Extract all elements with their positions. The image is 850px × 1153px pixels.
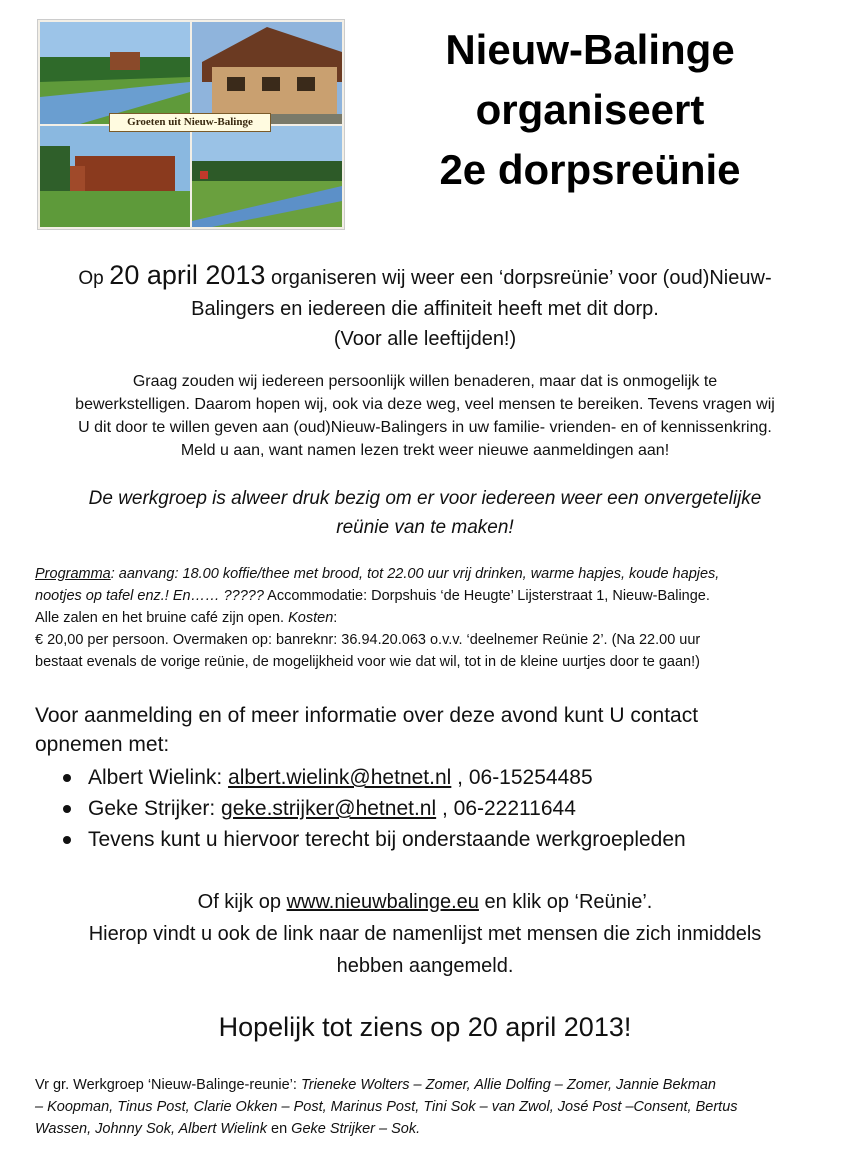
para-line: Meld u aan, want namen lezen trekt weer nieuwe aanmeldingen aan! [180, 442, 670, 459]
intro-line-2: Balingers en iedereen die affiniteit heeft met dit dorp. [191, 298, 659, 320]
intro-op: Op [78, 268, 104, 289]
message-line: reünie van te maken! [336, 517, 514, 538]
intro-rest: organiseren wij weer een ‘dorpsreünie’ voor (oud)Nieuw- [270, 267, 772, 289]
footer-names-2: – Koopman, Tinus Post, Clarie Okken – Post, Marinus Post, Tini Sok – van Zwol, José Post –Consent, Bertus [35, 1099, 738, 1115]
program-text-1: : aanvang: 18.00 koffie/thee met brood, tot 22.00 uur vrij drinken, warme hapjes, koude hapjes, [110, 566, 720, 582]
page-title [350, 20, 830, 200]
para-line: bewerkstelligen. Daarom hopen wij, ook via deze weg, veel mensen te bereiken. Tevens vragen wij [75, 396, 775, 413]
closing-line: Hopelijk tot ziens op 20 april 2013! [218, 1012, 632, 1042]
program-text-2b: Accommodatie: Dorpshuis ‘de Heugte’ Lijsterstraat 1, Nieuw-Balinge. [263, 588, 710, 604]
footer-names-1: Trieneke Wolters – Zomer, Allie Dolfing – Zomer, Jannie Bekman [300, 1077, 716, 1093]
footer-en: en [266, 1121, 292, 1137]
website-link[interactable]: www.nieuwbalinge.eu [286, 891, 479, 913]
canal-photo [40, 22, 190, 124]
program-text-2: nootjes op tafel enz.! En…… ????? [35, 588, 264, 604]
intro-line-3: (Voor alle leeftijden!) [333, 328, 517, 350]
bullet-icon [63, 805, 71, 813]
kosten-label: Kosten [288, 610, 334, 626]
contact-item [35, 794, 825, 825]
postcard-caption: Groeten uit Nieuw-Balinge [109, 113, 271, 132]
bullet-icon [63, 774, 71, 782]
contact-name: Geke Strijker: [88, 797, 222, 820]
program-text-5: bestaat evenals de vorige reünie, de mogelijkheid voor wie dat wil, tot in de kleine uurtjes door te gaan!) [35, 654, 700, 670]
contact-item [35, 763, 825, 794]
title-line-3: 2e dorpsreünie [439, 146, 741, 193]
workgroup-message [20, 484, 830, 542]
para-line: U dit door te willen geven aan (oud)Nieuw-Balingers in uw familie- vrienden- en of kennissenkring. [78, 419, 772, 436]
title-line-2: organiseert [475, 86, 705, 133]
contact-intro-line: Voor aanmelding en of meer informatie over deze avond kunt U contact [35, 704, 699, 727]
website-post: en klik op ‘Reünie’. [478, 891, 653, 913]
intro-paragraph [20, 260, 830, 354]
footer-names-4: Geke Strijker – Sok. [291, 1121, 421, 1137]
contact-intro [35, 701, 825, 759]
contact-note: Tevens kunt u hiervoor terecht bij onderstaande werkgroepleden [88, 828, 686, 851]
contact-item [35, 825, 825, 856]
invitation-paragraph [20, 370, 830, 462]
program-text-3: Alle zalen en het bruine café zijn open. [35, 610, 289, 626]
kosten-colon: : [333, 610, 338, 626]
river-photo [192, 126, 342, 227]
website-line-2: Hierop vindt u ook de link naar de namenlijst met mensen die zich inmiddels [88, 923, 762, 945]
program-label: Programma [35, 566, 111, 582]
contact-name: Albert Wielink: [88, 766, 229, 789]
program-section [35, 563, 825, 673]
footer-names-3: Wassen, Johnny Sok, Albert Wielink [35, 1121, 267, 1137]
contact-phone: , 06-22211644 [436, 797, 576, 820]
para-line: Graag zouden wij iedereen persoonlijk willen benaderen, maar dat is onmogelijk te [132, 373, 718, 390]
contact-phone: , 06-15254485 [451, 766, 593, 789]
footer-lead: Vr gr. Werkgroep ‘Nieuw-Balinge-reunie’: [35, 1077, 301, 1093]
building-photo [40, 126, 190, 227]
website-line-3: hebben aangemeld. [336, 955, 514, 977]
message-line: De werkgroep is alweer druk bezig om er voor iedereen weer een onvergetelijke [88, 488, 762, 509]
email-link[interactable]: albert.wielink@hetnet.nl [228, 766, 452, 789]
contact-list [35, 763, 825, 856]
intro-date: 20 april 2013 [109, 260, 266, 290]
title-line-1: Nieuw-Balinge [445, 26, 735, 73]
postcard-image [37, 19, 345, 230]
website-pre: Of kijk op [197, 891, 287, 913]
intro-line-1 [20, 260, 830, 294]
program-text-4: € 20,00 per persoon. Overmaken op: banreknr: 36.94.20.063 o.v.v. ‘deelnemer Reünie 2’. (Na 22.00 uur [35, 632, 701, 648]
workgroup-footer [35, 1074, 825, 1140]
house-photo [192, 22, 342, 124]
website-section [20, 886, 830, 982]
email-link[interactable]: geke.strijker@hetnet.nl [221, 797, 437, 820]
contact-intro-line: opnemen met: [35, 733, 170, 756]
bullet-icon [63, 836, 71, 844]
